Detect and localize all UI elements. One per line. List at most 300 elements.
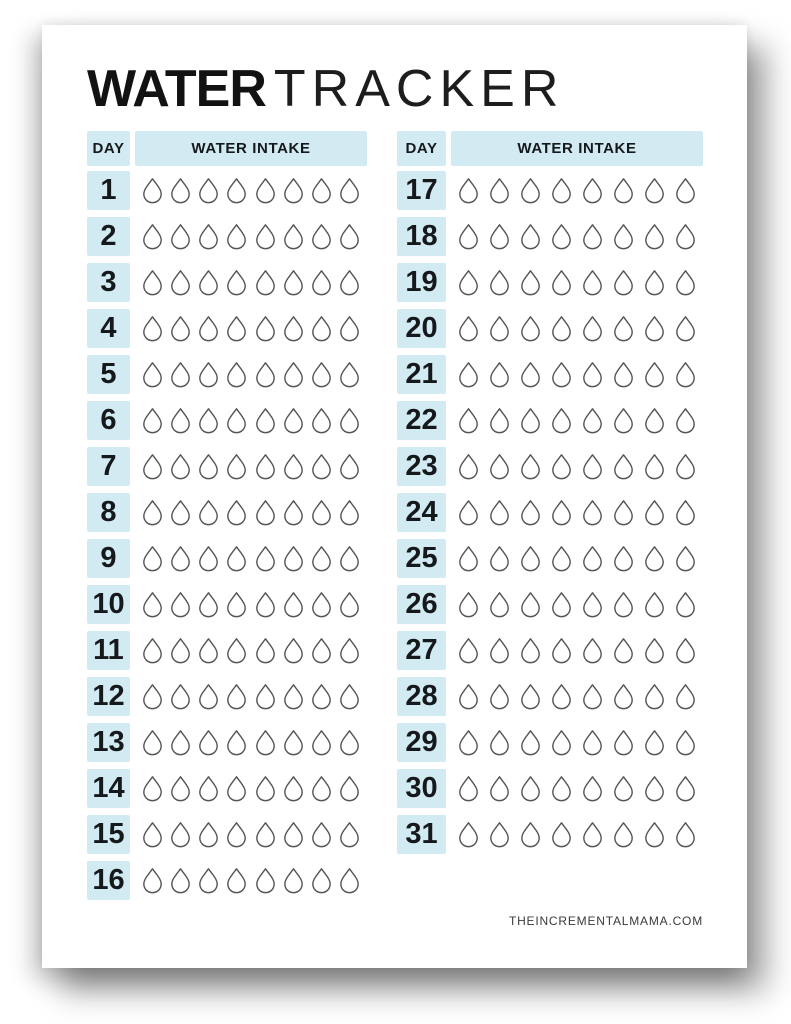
water-drop-icon[interactable] bbox=[225, 499, 248, 526]
water-drop-icon[interactable] bbox=[550, 683, 573, 710]
water-drop-icon[interactable] bbox=[643, 315, 666, 342]
water-drop-icon[interactable] bbox=[612, 729, 635, 756]
water-intake-cell bbox=[135, 171, 367, 210]
water-drop-icon[interactable] bbox=[550, 453, 573, 480]
water-drop-icon[interactable] bbox=[674, 545, 697, 572]
water-drop-icon[interactable] bbox=[225, 821, 248, 848]
water-drop-icon[interactable] bbox=[581, 821, 604, 848]
water-intake-cell bbox=[135, 309, 367, 348]
water-drop-icon[interactable] bbox=[282, 361, 305, 388]
water-drop-icon[interactable] bbox=[197, 821, 220, 848]
water-drop-icon[interactable] bbox=[169, 867, 192, 894]
water-drop-icon[interactable] bbox=[674, 269, 697, 296]
water-drop-icon[interactable] bbox=[338, 637, 361, 664]
water-drop-icon[interactable] bbox=[612, 223, 635, 250]
water-drop-icon[interactable] bbox=[338, 591, 361, 618]
water-drop-icon[interactable] bbox=[457, 821, 480, 848]
water-drop-icon[interactable] bbox=[338, 729, 361, 756]
water-drop-icon[interactable] bbox=[169, 223, 192, 250]
water-drop-icon[interactable] bbox=[612, 453, 635, 480]
water-drop-icon[interactable] bbox=[457, 683, 480, 710]
water-drop-icon[interactable] bbox=[581, 315, 604, 342]
water-drop-icon[interactable] bbox=[225, 775, 248, 802]
tracker-tables bbox=[87, 131, 703, 900]
water-drop-icon[interactable] bbox=[225, 867, 248, 894]
day-cell: 2 bbox=[87, 217, 130, 256]
day-cell: 24 bbox=[397, 493, 446, 532]
water-drop-icon[interactable] bbox=[674, 499, 697, 526]
water-drop-icon[interactable] bbox=[169, 177, 192, 204]
water-drop-icon[interactable] bbox=[674, 361, 697, 388]
water-drop-icon[interactable] bbox=[197, 177, 220, 204]
water-drop-icon[interactable] bbox=[254, 269, 277, 296]
water-drop-icon[interactable] bbox=[310, 177, 333, 204]
water-drop-icon[interactable] bbox=[612, 177, 635, 204]
water-drop-icon[interactable] bbox=[169, 499, 192, 526]
water-intake-cell bbox=[451, 447, 703, 486]
water-drop-icon[interactable] bbox=[197, 775, 220, 802]
water-drop-icon[interactable] bbox=[310, 315, 333, 342]
water-drop-icon[interactable] bbox=[197, 407, 220, 434]
day-cell: 31 bbox=[397, 815, 446, 854]
water-drop-icon[interactable] bbox=[457, 499, 480, 526]
water-drop-icon[interactable] bbox=[282, 269, 305, 296]
water-drop-icon[interactable] bbox=[643, 729, 666, 756]
water-intake-cell bbox=[135, 723, 367, 762]
water-drop-icon[interactable] bbox=[225, 361, 248, 388]
water-drop-icon[interactable] bbox=[519, 775, 542, 802]
water-drop-icon[interactable] bbox=[169, 269, 192, 296]
water-drop-icon[interactable] bbox=[197, 361, 220, 388]
water-drop-icon[interactable] bbox=[254, 545, 277, 572]
water-drop-icon[interactable] bbox=[643, 683, 666, 710]
water-drop-icon[interactable] bbox=[141, 177, 164, 204]
water-drop-icon[interactable] bbox=[488, 821, 511, 848]
water-drop-icon[interactable] bbox=[338, 499, 361, 526]
water-drop-icon[interactable] bbox=[254, 591, 277, 618]
day-cell: 7 bbox=[87, 447, 130, 486]
water-drop-icon[interactable] bbox=[457, 315, 480, 342]
table-row bbox=[87, 861, 367, 900]
water-drop-icon[interactable] bbox=[310, 867, 333, 894]
water-drop-icon[interactable] bbox=[550, 315, 573, 342]
water-intake-cell bbox=[135, 677, 367, 716]
water-drop-icon[interactable] bbox=[519, 453, 542, 480]
water-drop-icon[interactable] bbox=[338, 269, 361, 296]
water-drop-icon[interactable] bbox=[310, 637, 333, 664]
water-drop-icon[interactable] bbox=[674, 453, 697, 480]
water-drop-icon[interactable] bbox=[254, 821, 277, 848]
day-cell: 12 bbox=[87, 677, 130, 716]
water-drop-icon[interactable] bbox=[488, 729, 511, 756]
day-cell: 22 bbox=[397, 401, 446, 440]
water-drop-icon[interactable] bbox=[550, 729, 573, 756]
water-drop-icon[interactable] bbox=[169, 775, 192, 802]
day-cell: 19 bbox=[397, 263, 446, 302]
water-drop-icon[interactable] bbox=[674, 591, 697, 618]
water-drop-icon[interactable] bbox=[282, 407, 305, 434]
water-drop-icon[interactable] bbox=[643, 499, 666, 526]
water-drop-icon[interactable] bbox=[141, 361, 164, 388]
water-drop-icon[interactable] bbox=[457, 775, 480, 802]
water-drop-icon[interactable] bbox=[612, 591, 635, 618]
water-drop-icon[interactable] bbox=[674, 407, 697, 434]
water-drop-icon[interactable] bbox=[674, 637, 697, 664]
footer-website: THEINCREMENTALMAMA.COM bbox=[508, 914, 703, 928]
water-drop-icon[interactable] bbox=[197, 729, 220, 756]
water-drop-icon[interactable] bbox=[141, 223, 164, 250]
water-drop-icon[interactable] bbox=[674, 683, 697, 710]
water-drop-icon[interactable] bbox=[310, 407, 333, 434]
water-intake-cell bbox=[451, 723, 703, 762]
water-drop-icon[interactable] bbox=[550, 407, 573, 434]
water-drop-icon[interactable] bbox=[169, 453, 192, 480]
water-drop-icon[interactable] bbox=[581, 223, 604, 250]
water-drop-icon[interactable] bbox=[338, 407, 361, 434]
water-intake-cell bbox=[451, 309, 703, 348]
water-drop-icon[interactable] bbox=[225, 729, 248, 756]
water-drop-icon[interactable] bbox=[282, 453, 305, 480]
water-drop-icon[interactable] bbox=[457, 361, 480, 388]
water-drop-icon[interactable] bbox=[612, 821, 635, 848]
water-drop-icon[interactable] bbox=[674, 223, 697, 250]
water-drop-icon[interactable] bbox=[254, 223, 277, 250]
water-drop-icon[interactable] bbox=[282, 545, 305, 572]
water-drop-icon[interactable] bbox=[488, 223, 511, 250]
water-drop-icon[interactable] bbox=[457, 591, 480, 618]
water-drop-icon[interactable] bbox=[338, 315, 361, 342]
water-drop-icon[interactable] bbox=[254, 177, 277, 204]
footer bbox=[87, 914, 703, 928]
water-drop-icon[interactable] bbox=[519, 315, 542, 342]
water-drop-icon[interactable] bbox=[282, 177, 305, 204]
water-drop-icon[interactable] bbox=[581, 545, 604, 572]
water-drop-icon[interactable] bbox=[550, 177, 573, 204]
water-drop-icon[interactable] bbox=[338, 361, 361, 388]
water-drop-icon[interactable] bbox=[488, 361, 511, 388]
water-drop-icon[interactable] bbox=[197, 591, 220, 618]
water-drop-icon[interactable] bbox=[197, 269, 220, 296]
water-drop-icon[interactable] bbox=[310, 361, 333, 388]
water-drop-icon[interactable] bbox=[254, 683, 277, 710]
water-drop-icon[interactable] bbox=[254, 775, 277, 802]
water-drop-icon[interactable] bbox=[581, 177, 604, 204]
water-drop-icon[interactable] bbox=[581, 775, 604, 802]
water-drop-icon[interactable] bbox=[550, 361, 573, 388]
water-drop-icon[interactable] bbox=[488, 683, 511, 710]
water-drop-icon[interactable] bbox=[488, 453, 511, 480]
water-drop-icon[interactable] bbox=[338, 223, 361, 250]
water-drop-icon[interactable] bbox=[550, 591, 573, 618]
water-drop-icon[interactable] bbox=[674, 729, 697, 756]
table-row bbox=[397, 677, 703, 716]
water-drop-icon[interactable] bbox=[488, 177, 511, 204]
table-row bbox=[87, 263, 367, 302]
water-drop-icon[interactable] bbox=[282, 729, 305, 756]
water-drop-icon[interactable] bbox=[674, 315, 697, 342]
water-drop-icon[interactable] bbox=[488, 545, 511, 572]
water-drop-icon[interactable] bbox=[310, 729, 333, 756]
water-drop-icon[interactable] bbox=[282, 867, 305, 894]
water-drop-icon[interactable] bbox=[310, 545, 333, 572]
day-cell: 15 bbox=[87, 815, 130, 854]
water-intake-cell bbox=[451, 401, 703, 440]
water-drop-icon[interactable] bbox=[141, 407, 164, 434]
water-drop-icon[interactable] bbox=[310, 591, 333, 618]
water-drop-icon[interactable] bbox=[141, 269, 164, 296]
water-drop-icon[interactable] bbox=[282, 775, 305, 802]
water-drop-icon[interactable] bbox=[197, 223, 220, 250]
day-cell: 11 bbox=[87, 631, 130, 670]
water-drop-icon[interactable] bbox=[581, 637, 604, 664]
water-drop-icon[interactable] bbox=[612, 683, 635, 710]
water-drop-icon[interactable] bbox=[141, 867, 164, 894]
water-drop-icon[interactable] bbox=[674, 775, 697, 802]
day-cell: 5 bbox=[87, 355, 130, 394]
water-drop-icon[interactable] bbox=[612, 499, 635, 526]
water-drop-icon[interactable] bbox=[141, 729, 164, 756]
water-drop-icon[interactable] bbox=[612, 315, 635, 342]
water-drop-icon[interactable] bbox=[225, 177, 248, 204]
water-drop-icon[interactable] bbox=[338, 545, 361, 572]
water-intake-cell bbox=[135, 769, 367, 808]
water-drop-icon[interactable] bbox=[643, 637, 666, 664]
water-drop-icon[interactable] bbox=[282, 315, 305, 342]
page-title bbox=[87, 62, 703, 116]
water-drop-icon[interactable] bbox=[643, 361, 666, 388]
water-drop-icon[interactable] bbox=[519, 683, 542, 710]
water-drop-icon[interactable] bbox=[643, 223, 666, 250]
water-drop-icon[interactable] bbox=[254, 729, 277, 756]
water-drop-icon[interactable] bbox=[643, 591, 666, 618]
water-drop-icon[interactable] bbox=[457, 269, 480, 296]
table-row bbox=[87, 171, 367, 210]
day-cell: 14 bbox=[87, 769, 130, 808]
water-drop-icon[interactable] bbox=[254, 407, 277, 434]
table-row bbox=[397, 539, 703, 578]
water-drop-icon[interactable] bbox=[169, 545, 192, 572]
water-drop-icon[interactable] bbox=[282, 637, 305, 664]
water-drop-icon[interactable] bbox=[141, 591, 164, 618]
water-drop-icon[interactable] bbox=[197, 453, 220, 480]
water-drop-icon[interactable] bbox=[310, 821, 333, 848]
water-drop-icon[interactable] bbox=[169, 637, 192, 664]
water-drop-icon[interactable] bbox=[488, 775, 511, 802]
water-drop-icon[interactable] bbox=[225, 269, 248, 296]
water-drop-icon[interactable] bbox=[254, 453, 277, 480]
water-drop-icon[interactable] bbox=[488, 315, 511, 342]
water-drop-icon[interactable] bbox=[169, 729, 192, 756]
water-drop-icon[interactable] bbox=[488, 591, 511, 618]
water-drop-icon[interactable] bbox=[581, 269, 604, 296]
water-drop-icon[interactable] bbox=[169, 683, 192, 710]
water-drop-icon[interactable] bbox=[310, 223, 333, 250]
table-row bbox=[87, 769, 367, 808]
water-drop-icon[interactable] bbox=[282, 821, 305, 848]
water-drop-icon[interactable] bbox=[254, 315, 277, 342]
water-drop-icon[interactable] bbox=[141, 453, 164, 480]
water-drop-icon[interactable] bbox=[457, 545, 480, 572]
water-drop-icon[interactable] bbox=[169, 591, 192, 618]
water-intake-cell bbox=[135, 631, 367, 670]
water-drop-icon[interactable] bbox=[612, 637, 635, 664]
water-drop-icon[interactable] bbox=[282, 223, 305, 250]
water-drop-icon[interactable] bbox=[197, 315, 220, 342]
water-drop-icon[interactable] bbox=[488, 499, 511, 526]
water-drop-icon[interactable] bbox=[141, 821, 164, 848]
column-header-row bbox=[397, 131, 703, 166]
water-drop-icon[interactable] bbox=[550, 775, 573, 802]
water-drop-icon[interactable] bbox=[225, 315, 248, 342]
water-drop-icon[interactable] bbox=[310, 453, 333, 480]
water-drop-icon[interactable] bbox=[550, 637, 573, 664]
column-header-row bbox=[87, 131, 367, 166]
water-drop-icon[interactable] bbox=[643, 269, 666, 296]
water-drop-icon[interactable] bbox=[519, 637, 542, 664]
water-drop-icon[interactable] bbox=[581, 407, 604, 434]
water-drop-icon[interactable] bbox=[197, 867, 220, 894]
water-drop-icon[interactable] bbox=[169, 361, 192, 388]
water-drop-icon[interactable] bbox=[519, 545, 542, 572]
water-drop-icon[interactable] bbox=[612, 407, 635, 434]
water-drop-icon[interactable] bbox=[225, 453, 248, 480]
table-row bbox=[397, 263, 703, 302]
water-drop-icon[interactable] bbox=[254, 637, 277, 664]
water-drop-icon[interactable] bbox=[225, 545, 248, 572]
water-drop-icon[interactable] bbox=[197, 683, 220, 710]
water-drop-icon[interactable] bbox=[141, 683, 164, 710]
water-drop-icon[interactable] bbox=[581, 499, 604, 526]
water-drop-icon[interactable] bbox=[225, 637, 248, 664]
water-drop-icon[interactable] bbox=[581, 591, 604, 618]
water-drop-icon[interactable] bbox=[581, 361, 604, 388]
water-drop-icon[interactable] bbox=[197, 545, 220, 572]
water-drop-icon[interactable] bbox=[338, 683, 361, 710]
water-drop-icon[interactable] bbox=[519, 729, 542, 756]
water-drop-icon[interactable] bbox=[550, 269, 573, 296]
water-drop-icon[interactable] bbox=[338, 821, 361, 848]
water-drop-icon[interactable] bbox=[457, 407, 480, 434]
water-drop-icon[interactable] bbox=[519, 177, 542, 204]
water-drop-icon[interactable] bbox=[169, 821, 192, 848]
water-drop-icon[interactable] bbox=[519, 269, 542, 296]
day-cell: 27 bbox=[397, 631, 446, 670]
water-drop-icon[interactable] bbox=[550, 821, 573, 848]
day-column-header: DAY bbox=[87, 131, 130, 166]
water-drop-icon[interactable] bbox=[338, 775, 361, 802]
day-cell: 10 bbox=[87, 585, 130, 624]
water-drop-icon[interactable] bbox=[141, 637, 164, 664]
water-drop-icon[interactable] bbox=[612, 775, 635, 802]
water-drop-icon[interactable] bbox=[457, 729, 480, 756]
days-column-left bbox=[87, 131, 367, 900]
water-drop-icon[interactable] bbox=[519, 361, 542, 388]
water-drop-icon[interactable] bbox=[197, 499, 220, 526]
water-drop-icon[interactable] bbox=[581, 683, 604, 710]
water-drop-icon[interactable] bbox=[488, 407, 511, 434]
water-drop-icon[interactable] bbox=[141, 545, 164, 572]
water-drop-icon[interactable] bbox=[612, 269, 635, 296]
water-drop-icon[interactable] bbox=[612, 361, 635, 388]
water-drop-icon[interactable] bbox=[310, 775, 333, 802]
water-drop-icon[interactable] bbox=[674, 177, 697, 204]
water-drop-icon[interactable] bbox=[169, 315, 192, 342]
water-drop-icon[interactable] bbox=[643, 453, 666, 480]
water-drop-icon[interactable] bbox=[581, 729, 604, 756]
water-drop-icon[interactable] bbox=[519, 499, 542, 526]
water-drop-icon[interactable] bbox=[141, 315, 164, 342]
water-drop-icon[interactable] bbox=[519, 591, 542, 618]
water-drop-icon[interactable] bbox=[643, 821, 666, 848]
water-drop-icon[interactable] bbox=[141, 499, 164, 526]
water-drop-icon[interactable] bbox=[457, 223, 480, 250]
water-drop-icon[interactable] bbox=[581, 453, 604, 480]
water-drop-icon[interactable] bbox=[488, 269, 511, 296]
water-drop-icon[interactable] bbox=[338, 177, 361, 204]
table-row bbox=[87, 493, 367, 532]
water-drop-icon[interactable] bbox=[225, 591, 248, 618]
table-rows bbox=[87, 171, 367, 900]
day-cell: 20 bbox=[397, 309, 446, 348]
water-drop-icon[interactable] bbox=[519, 821, 542, 848]
water-drop-icon[interactable] bbox=[310, 683, 333, 710]
water-drop-icon[interactable] bbox=[643, 407, 666, 434]
water-drop-icon[interactable] bbox=[643, 177, 666, 204]
water-drop-icon[interactable] bbox=[141, 775, 164, 802]
table-row bbox=[397, 815, 703, 854]
table-row bbox=[87, 309, 367, 348]
water-drop-icon[interactable] bbox=[550, 223, 573, 250]
table-row bbox=[397, 631, 703, 670]
water-drop-icon[interactable] bbox=[225, 407, 248, 434]
water-drop-icon[interactable] bbox=[254, 361, 277, 388]
water-drop-icon[interactable] bbox=[550, 545, 573, 572]
water-drop-icon[interactable] bbox=[282, 499, 305, 526]
water-drop-icon[interactable] bbox=[519, 223, 542, 250]
water-intake-cell bbox=[135, 401, 367, 440]
water-drop-icon[interactable] bbox=[457, 453, 480, 480]
water-drop-icon[interactable] bbox=[310, 269, 333, 296]
water-drop-icon[interactable] bbox=[457, 637, 480, 664]
water-drop-icon[interactable] bbox=[674, 821, 697, 848]
water-drop-icon[interactable] bbox=[643, 545, 666, 572]
water-drop-icon[interactable] bbox=[225, 683, 248, 710]
water-intake-cell bbox=[135, 815, 367, 854]
water-drop-icon[interactable] bbox=[488, 637, 511, 664]
water-drop-icon[interactable] bbox=[338, 453, 361, 480]
water-drop-icon[interactable] bbox=[519, 407, 542, 434]
water-drop-icon[interactable] bbox=[338, 867, 361, 894]
water-drop-icon[interactable] bbox=[310, 499, 333, 526]
water-drop-icon[interactable] bbox=[457, 177, 480, 204]
water-drop-icon[interactable] bbox=[282, 591, 305, 618]
water-intake-cell bbox=[451, 631, 703, 670]
water-drop-icon[interactable] bbox=[550, 499, 573, 526]
water-intake-cell bbox=[451, 217, 703, 256]
table-row bbox=[87, 539, 367, 578]
water-drop-icon[interactable] bbox=[169, 407, 192, 434]
water-drop-icon[interactable] bbox=[254, 867, 277, 894]
water-drop-icon[interactable] bbox=[254, 499, 277, 526]
water-intake-cell bbox=[451, 585, 703, 624]
water-drop-icon[interactable] bbox=[225, 223, 248, 250]
table-row bbox=[87, 401, 367, 440]
water-intake-cell bbox=[135, 861, 367, 900]
water-drop-icon[interactable] bbox=[643, 775, 666, 802]
water-drop-icon[interactable] bbox=[282, 683, 305, 710]
water-drop-icon[interactable] bbox=[612, 545, 635, 572]
water-drop-icon[interactable] bbox=[197, 637, 220, 664]
